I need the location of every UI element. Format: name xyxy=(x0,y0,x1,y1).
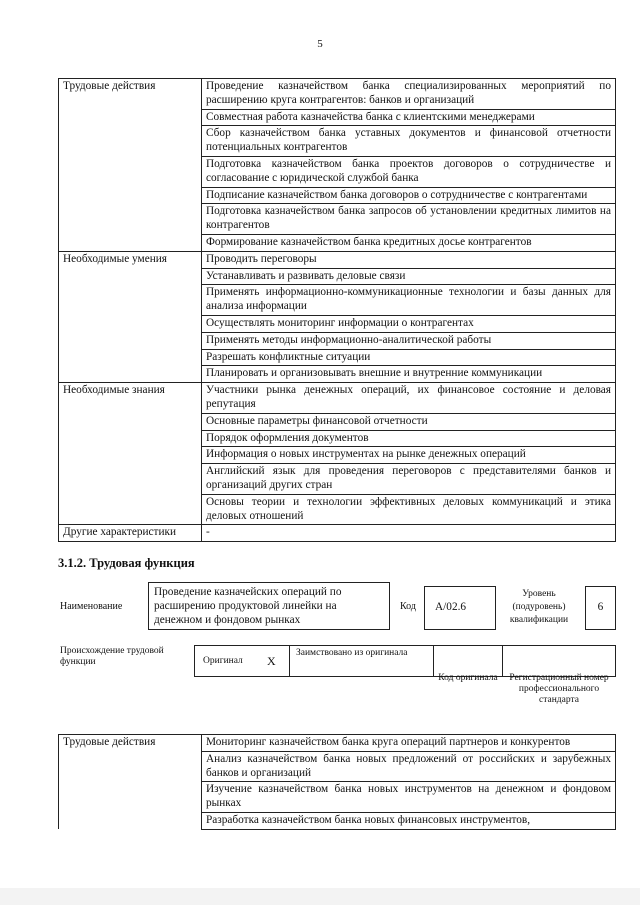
table-row xyxy=(59,268,616,285)
row-label-knowledge: Необходимые знания xyxy=(59,383,202,414)
table-row xyxy=(59,735,616,752)
table-row xyxy=(59,525,616,542)
table-cell: Формирование казначейством банка кредитных досье контрагентов xyxy=(202,234,616,251)
table-cell: Разработка казначейством банка новых финансовых инструментов, xyxy=(202,812,616,829)
table-cell: Разрешать конфликтные ситуации xyxy=(202,349,616,366)
function-name-value: Проведение казначейских операций по расширению продуктовой линейки на денежном и фондовом рынках xyxy=(148,582,390,630)
name-label: Наименование xyxy=(60,601,123,612)
original-label: Оригинал xyxy=(203,656,243,666)
section-title: 3.1.2. Трудовая функция xyxy=(58,556,195,570)
table-cell: Подготовка казначейством банка проектов договоров о сотрудничестве и согласование с юридической службой банка xyxy=(202,156,616,187)
original-code-caption: Код оригинала xyxy=(438,673,498,683)
table-row xyxy=(59,204,616,235)
original-cell xyxy=(194,645,290,677)
row-label-actions: Трудовые действия xyxy=(59,79,202,110)
row-label-skills: Необходимые умения xyxy=(59,251,202,268)
table-cell: Анализ казначейством банка новых предложений от российских и зарубежных банков и организаций xyxy=(202,751,616,782)
table-cell: Проводить переговоры xyxy=(202,251,616,268)
table-row xyxy=(59,126,616,157)
table-row xyxy=(59,251,616,268)
table-row xyxy=(59,430,616,447)
table-cell: Информация о новых инструментах на рынке денежных операций xyxy=(202,447,616,464)
table-cell: Планировать и организовывать внешние и внутренние коммуникации xyxy=(202,366,616,383)
table-row xyxy=(59,366,616,383)
origin-label: Происхождение трудовой функции xyxy=(60,646,164,667)
table-cell: Подписание казначейством банка договоров о сотрудничестве с контрагентами xyxy=(202,187,616,204)
page-number: 5 xyxy=(317,38,323,50)
table-cell: Подготовка казначейством банка запросов об установлении кредитных лимитов на контрагентов xyxy=(202,204,616,235)
table-cell: Применять информационно-коммуникационные технологии и базы данных для анализа информации xyxy=(202,285,616,316)
table-row xyxy=(59,332,616,349)
work-actions-table xyxy=(58,734,616,830)
table-row xyxy=(59,285,616,316)
table-cell: Осуществлять мониторинг информации о контрагентах xyxy=(202,315,616,332)
borrowed-cell: Заимствовано из оригинала xyxy=(289,645,434,677)
table-cell: Основные параметры финансовой отчетности xyxy=(202,413,616,430)
table-row xyxy=(59,109,616,126)
table-cell: Мониторинг казначейством банка круга операций партнеров и конкурентов xyxy=(202,735,616,752)
table-cell: Устанавливать и развивать деловые связи xyxy=(202,268,616,285)
registration-number-caption: Регистрационный номер профессионального стандарта xyxy=(509,673,609,705)
original-checkmark: X xyxy=(267,654,276,668)
table-row xyxy=(59,349,616,366)
table-row xyxy=(59,383,616,414)
table-row xyxy=(59,464,616,495)
table-row xyxy=(59,751,616,782)
competency-table xyxy=(58,78,616,542)
row-label-other: Другие характеристики xyxy=(59,525,202,542)
table-row xyxy=(59,782,616,813)
table-cell: Порядок оформления документов xyxy=(202,430,616,447)
table-cell: Участники рынка денежных операций, их финансовое состояние и деловая репутация xyxy=(202,383,616,414)
level-label: Уровень (подуровень) квалификации xyxy=(509,589,569,625)
table-cell: Английский язык для проведения переговоров с представителями банков и организаций других стран xyxy=(202,464,616,495)
table-cell: - xyxy=(202,525,616,542)
table-cell: Применять методы информационно-аналитической работы xyxy=(202,332,616,349)
table-cell: Сбор казначейством банка уставных документов и финансовой отчетности потенциальных контрагентов xyxy=(202,126,616,157)
table-row xyxy=(59,494,616,525)
table-row xyxy=(59,187,616,204)
row-label-actions: Трудовые действия xyxy=(59,735,202,752)
table-cell: Основы теории и технологии эффективных деловых коммуникаций и этика деловых отношений xyxy=(202,494,616,525)
table-row xyxy=(59,79,616,110)
table-row xyxy=(59,234,616,251)
code-label: Код xyxy=(400,601,416,612)
table-row xyxy=(59,812,616,829)
table-cell: Совместная работа казначейства банка с клиентскими менеджерами xyxy=(202,109,616,126)
code-value: А/02.6 xyxy=(424,586,496,630)
table-cell: Проведение казначейством банка специализированных мероприятий по расширению круга контрагентов: банков и организаций xyxy=(202,79,616,110)
level-value: 6 xyxy=(585,586,616,630)
page-bottom-margin xyxy=(0,888,640,905)
table-row xyxy=(59,156,616,187)
table-row xyxy=(59,413,616,430)
table-cell: Изучение казначейством банка новых инструментов на денежном и фондовом рынках xyxy=(202,782,616,813)
table-row xyxy=(59,447,616,464)
table-row xyxy=(59,315,616,332)
